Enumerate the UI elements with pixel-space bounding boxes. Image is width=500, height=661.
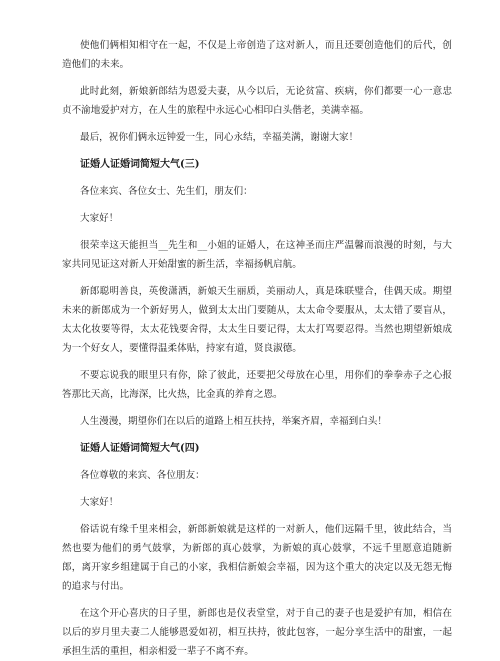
paragraph: 在这个开心喜庆的日子里，新郎也是仪表堂堂，对于自己的妻子也是爱护有加，相信在以后的岁月里夫妻二人能够恩爱如初，相互扶持，彼此包容，一起分享生活中的甜蜜，一起承担生活的重担，相亲相爱一辈子不离不弃。: [62, 608, 452, 657]
paragraph: 最后，祝你们俩永远钟爱一生，同心永结，幸福美满，谢谢大家！: [80, 132, 359, 143]
paragraph: 各位来宾、各位女士、先生们，朋友们：: [80, 186, 253, 197]
paragraph: 大家好！: [80, 213, 119, 224]
paragraph: 大家好！: [80, 497, 119, 508]
paragraph: 俗话说有缘千里来相会，新郎新娘就是这样的一对新人，他们远隔千里，彼此结合，当然也要为他们的勇气鼓掌，为新郎的真心鼓掌，为新娘的真心鼓掌，不远千里愿意追随新郎，离开家乡组建属于自己的小家，我相信新娘会幸福，因为这个重大的决定以及无怨无悔的追求与付出。: [62, 524, 452, 592]
paragraph: 使他们俩相知相守在一起，不仅是上帝创造了这对新人，而且还要创造他们的后代，创造他们的未来。: [62, 40, 452, 70]
paragraph: 各位尊敬的来宾、各位朋友：: [80, 470, 205, 481]
paragraph: 不要忘说我的眼里只有你，除了彼此，还要把父母放在心里，用你们的拳拳赤子之心报答那比天高，比海深，比火热，比金真的养育之恩。: [62, 370, 452, 400]
section-heading: 证婚人证婚词简短大气(四): [80, 443, 200, 454]
paragraph: 新郎聪明善良，英俊潇洒，新娘天生丽质，美丽动人，真是珠联璧合，佳偶天成。期望未来的新郎成为一个新好男人，做到太太出门要随从，太太命令要服从，太太错了要盲从，太太化妆要等得，太太花钱要舍得，太太生日要记得，太太打骂要忍得。当然也期望新娘成为一个好女人，要懂得温柔体贴，持家有道，贤良淑德。: [62, 286, 452, 354]
paragraph: 人生漫漫，期望你们在以后的道路上相互扶持，举案齐眉，幸福到白头！: [80, 416, 387, 427]
paragraph: 此时此刻，新娘新郎结为恩爱夫妻，从今以后，无论贫富、疾病，你们都要一心一意忠贞不渝地爱护对方，在人生的旅程中永远心心相印白头偕老，美满幸福。: [62, 86, 452, 116]
section-heading: 证婚人证婚词简短大气(三): [80, 159, 200, 170]
paragraph: 很荣幸这天能担当__先生和__小姐的证婚人，在这神圣而庄严温馨而浪漫的时刻，与大家共同见证这对新人开始甜蜜的新生活，幸福扬帆启航。: [62, 240, 452, 270]
